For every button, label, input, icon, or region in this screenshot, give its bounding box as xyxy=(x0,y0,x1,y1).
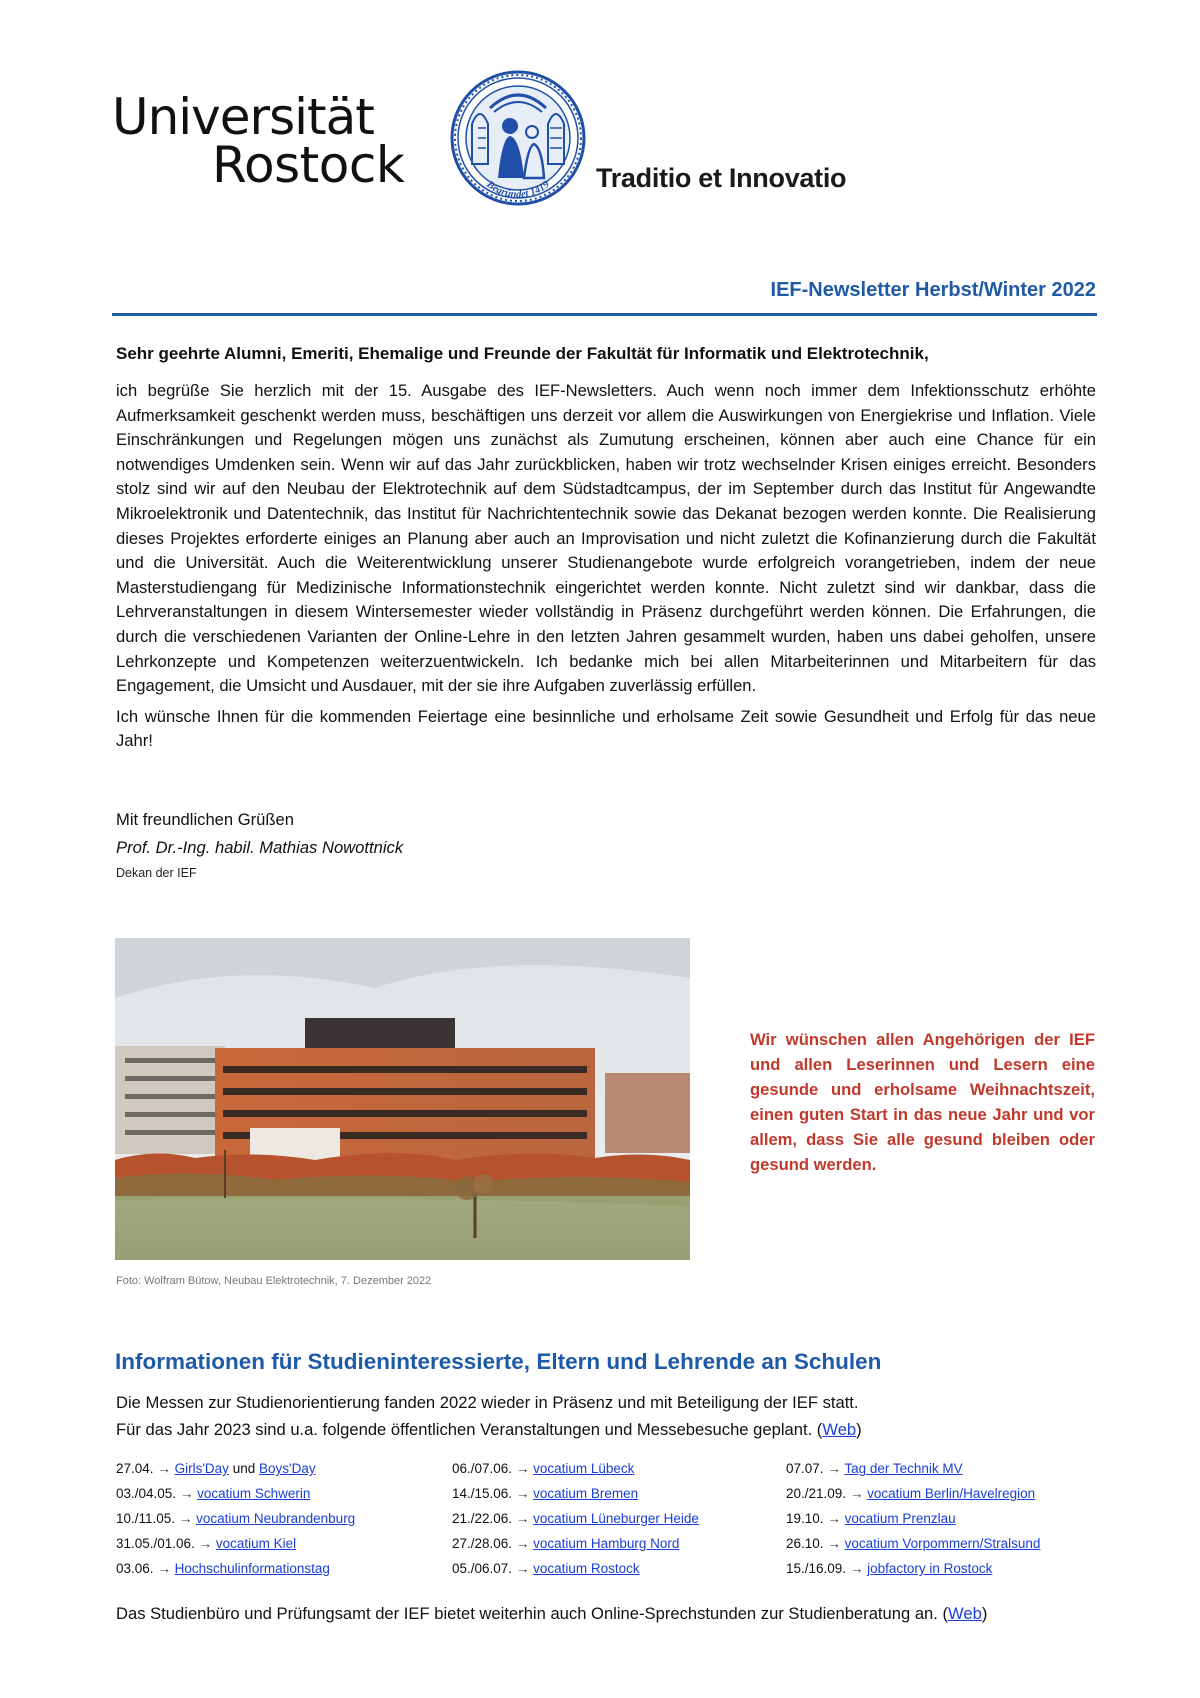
arrow-icon: → xyxy=(515,1461,530,1476)
logo-wordmark-universitaet: Universität xyxy=(112,88,374,146)
arrow-icon: → xyxy=(849,1486,864,1501)
event-row xyxy=(116,1556,355,1581)
event-date: 14./15.06. xyxy=(452,1486,513,1501)
event-row xyxy=(116,1481,355,1506)
study-office-text: Das Studienbüro und Prüfungsamt der IEF bietet weiterhin auch Online-Sprechstunden zur Studienberatung an. ( xyxy=(116,1604,949,1623)
and-word: und xyxy=(232,1461,256,1476)
info-line-2-close: ) xyxy=(856,1420,862,1439)
events-column-1 xyxy=(116,1456,355,1581)
event-row xyxy=(786,1456,1040,1481)
event-link[interactable]: Boys'Day xyxy=(258,1461,316,1476)
info-line-2 xyxy=(116,1417,862,1443)
event-link[interactable]: jobfactory in Rostock xyxy=(867,1561,993,1576)
event-date: 07.07. xyxy=(786,1461,824,1476)
arrow-icon: → xyxy=(515,1486,530,1501)
arrow-icon: → xyxy=(157,1561,171,1576)
photo-caption: Foto: Wolfram Bütow, Neubau Elektrotechnik, 7. Dezember 2022 xyxy=(116,1275,432,1287)
signature-name: Prof. Dr.-Ing. habil. Mathias Nowottnick xyxy=(116,838,404,857)
arrow-icon: → xyxy=(179,1486,194,1501)
event-date: 31.05./01.06. xyxy=(116,1536,195,1551)
event-row xyxy=(452,1531,699,1556)
event-row xyxy=(786,1556,1040,1581)
study-office-close: ) xyxy=(981,1604,988,1623)
event-date: 03.06. xyxy=(116,1561,154,1576)
letter-paragraph-1: ich begrüße Sie herzlich mit der 15. Ausgabe des IEF-Newsletters. Auch wenn noch immer dem Infektionsschutz erhöhte Aufmerksamkeit geschenkt werden muss, beschäftigen uns derzeit vor allem die Auswirkungen von Energiekrise und Inflation. Viele Einschränkungen und Regelungen mögen uns zunächst als Zumutung erscheinen, können aber auch eine Chance für ein notwendiges Umdenken sein. Wenn wir auf das Jahr zurückblicken, haben wir trotz wechselnder Krisen einiges erreicht. Besonders stolz sind wir auf den Neubau der Elektrotechnik auf dem Südstadtcampus, der im September durch das Institut für Angewandte Mikroelektronik und Datentechnik, das Institut für Nachrichtentechnik sowie das Dekanat bezogen werden konnte. Die Realisierung dieses Projektes erforderte einiges an Planung aber auch an Improvisation und nicht zuletzt die Kofinanzierung durch die Fakultät und die Universität. Auch die Weiterentwicklung unserer Studienangebote wurde erfolgreich vorangetrieben, indem der neue Masterstudiengang für Medizinische Informationstechnik eingerichtet werden konnte. Nicht zuletzt sind wir dankbar, dass die Lehrveranstaltungen in diesem Wintersemester wieder vollständig in Präsenz durchgeführt werden können. Die Erfahrungen, die durch die verschiedenen Varianten der Online-Lehre in den letzten Jahren gesammelt wurden, haben uns dabei geholfen, unsere Lehrkonzepte und Kompetenzen weiterzuentwickeln. Ich bedanke mich bei allen Mitarbeiterinnen und Mitarbeitern für das Engagement, die Umsicht und Ausdauer, mit der sie ihre Aufgaben zuverlässig erfüllen. xyxy=(116,381,1096,696)
event-link[interactable]: vocatium Rostock xyxy=(533,1561,640,1576)
university-seal-icon xyxy=(448,68,588,210)
event-row xyxy=(452,1456,699,1481)
event-link[interactable]: vocatium Kiel xyxy=(215,1536,297,1551)
event-date: 05./06.07. xyxy=(452,1561,513,1576)
event-link[interactable]: vocatium Berlin/Havelregion xyxy=(867,1486,1036,1501)
building-photo xyxy=(115,938,690,1260)
event-link[interactable]: vocatium Lübeck xyxy=(533,1461,635,1476)
study-office-web-link[interactable]: Web xyxy=(948,1604,982,1623)
event-row xyxy=(452,1556,699,1581)
letter-paragraph-2: Ich wünsche Ihnen für die kommenden Feiertage eine besinnliche und erholsame Zeit sowie Gesundheit und Erfolg für das neue Jahr! xyxy=(116,706,1096,751)
event-row xyxy=(116,1531,355,1556)
event-date: 21./22.06. xyxy=(452,1511,513,1526)
arrow-icon: → xyxy=(198,1536,213,1551)
event-row xyxy=(116,1506,355,1531)
event-date: 10./11.05. xyxy=(116,1511,176,1526)
event-link[interactable]: vocatium Schwerin xyxy=(197,1486,311,1501)
newsletter-title: IEF-Newsletter Herbst/Winter 2022 xyxy=(770,279,1096,301)
event-row xyxy=(452,1481,699,1506)
event-date: 06./07.06. xyxy=(452,1461,513,1476)
seal-text: Begründet 1419 xyxy=(484,179,552,201)
info-heading: Informationen für Studieninteressierte, Eltern und Lehrende an Schulen xyxy=(115,1349,882,1374)
signature-role: Dekan der IEF xyxy=(116,866,197,880)
arrow-icon: → xyxy=(515,1536,530,1551)
study-office-line xyxy=(116,1601,987,1627)
greeting: Sehr geehrte Alumni, Emeriti, Ehemalige und Freunde der Fakultät für Informatik und Elektrotechnik, xyxy=(116,344,929,363)
university-motto: Traditio et Innovatio xyxy=(596,163,847,193)
arrow-icon: → xyxy=(515,1511,530,1526)
event-link[interactable]: vocatium Prenzlau xyxy=(844,1511,956,1526)
info-line-1: Die Messen zur Studienorientierung fanden 2022 wieder in Präsenz und mit Beteiligung der IEF statt. xyxy=(116,1393,859,1412)
event-link[interactable]: vocatium Lüneburger Heide xyxy=(533,1511,699,1526)
event-link[interactable]: vocatium Neubrandenburg xyxy=(196,1511,356,1526)
event-link[interactable]: vocatium Hamburg Nord xyxy=(533,1536,680,1551)
event-date: 20./21.09. xyxy=(786,1486,847,1501)
arrow-icon: → xyxy=(178,1511,193,1526)
event-row xyxy=(786,1506,1040,1531)
event-date: 27./28.06. xyxy=(452,1536,513,1551)
holiday-wishes: Wir wünschen allen Angehörigen der IEF und allen Leserinnen und Lesern eine gesunde und erholsame Weihnachtszeit, einen guten Start in das neue Jahr und vor allem, dass Sie alle gesund bleiben oder gesund werden. xyxy=(750,1030,1095,1174)
event-row xyxy=(786,1481,1040,1506)
event-date: 03./04.05. xyxy=(116,1486,177,1501)
events-column-2 xyxy=(452,1456,699,1581)
arrow-icon: → xyxy=(827,1461,841,1476)
event-link[interactable]: Tag der Technik MV xyxy=(844,1461,963,1476)
event-date: 19.10. xyxy=(786,1511,824,1526)
events-web-link[interactable]: Web xyxy=(822,1420,857,1439)
arrow-icon: → xyxy=(157,1461,171,1476)
signature-closing: Mit freundlichen Grüßen xyxy=(116,810,295,829)
event-row xyxy=(786,1531,1040,1556)
arrow-icon: → xyxy=(849,1561,864,1576)
title-divider xyxy=(112,313,1097,316)
info-line-2-text: Für das Jahr 2023 sind u.a. folgende öffentlichen Veranstaltungen und Messebesuche geplant. ( xyxy=(116,1420,823,1439)
event-link[interactable]: vocatium Vorpommern/Stralsund xyxy=(844,1536,1041,1551)
letter-body xyxy=(116,379,1096,760)
event-date: 27.04. xyxy=(116,1461,154,1476)
event-date: 15./16.09. xyxy=(786,1561,847,1576)
event-link[interactable]: Hochschulinformationstag xyxy=(174,1561,330,1576)
arrow-icon: → xyxy=(827,1536,841,1551)
events-column-3 xyxy=(786,1456,1040,1581)
event-link[interactable]: Girls'Day xyxy=(174,1461,229,1476)
event-link[interactable]: vocatium Bremen xyxy=(533,1486,639,1501)
event-row xyxy=(452,1506,699,1531)
event-date: 26.10. xyxy=(786,1536,824,1551)
arrow-icon: → xyxy=(827,1511,841,1526)
logo-wordmark-rostock: Rostock xyxy=(212,136,405,194)
event-row xyxy=(116,1456,355,1481)
arrow-icon: → xyxy=(515,1561,530,1576)
